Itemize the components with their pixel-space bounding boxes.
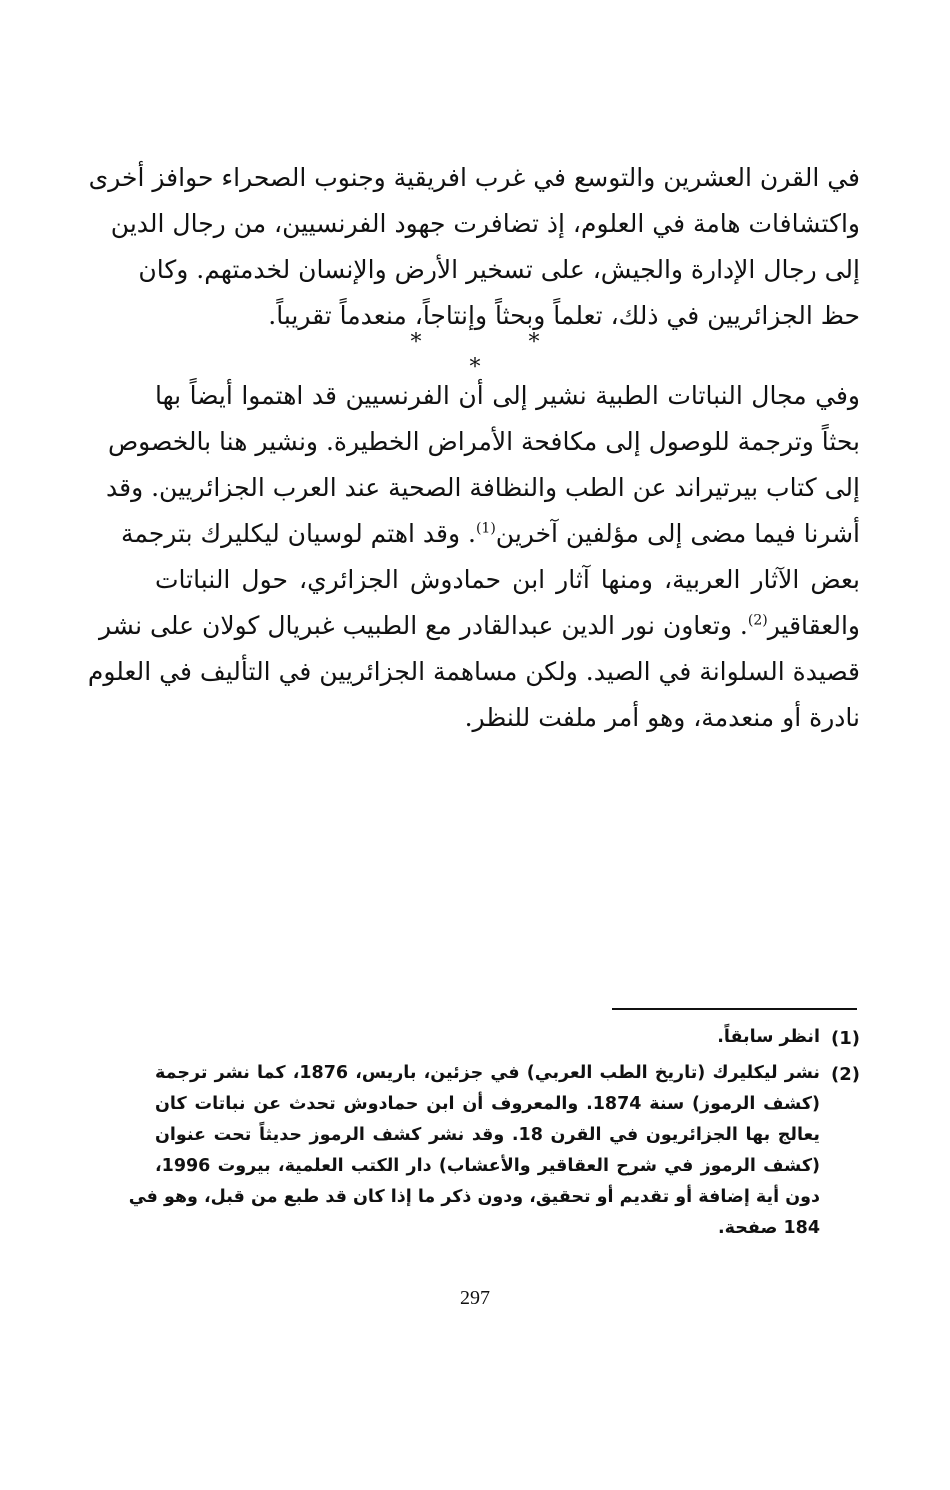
paragraph-line: واكتشافات هامة في العلوم، إذ تضافرت جهود الفرنسيين، من رجال الدين	[110, 209, 860, 238]
footnote-ref-2[interactable]: (2)	[747, 612, 768, 629]
footnote-line: 184 صفحة.	[717, 1218, 820, 1238]
paragraph-line: في القرن العشرين والتوسع في غرب افريقية وجنوب الصحراء حوافز أخرى	[88, 163, 860, 192]
paragraph-line: إلى كتاب بيرتيراند عن الطب والنظافة الصحية عند العرب الجزائريين. وقد	[106, 473, 860, 502]
footnote-ref-1[interactable]: (1)	[475, 520, 496, 537]
paragraph-line: وفي مجال النباتات الطبية نشير إلى أن الفرنسيين قد اهتموا أيضاً بها	[155, 381, 860, 410]
footnotes	[128, 1022, 860, 1244]
line-text: . وقد اهتم لوسيان ليكليرك بترجمة	[121, 519, 476, 548]
paragraph-2	[87, 373, 860, 741]
line-text: أشرنا فيما مضى إلى مؤلفين آخرين	[495, 519, 860, 548]
paragraph-line: بحثاً وترجمة للوصول إلى مكافحة الأمراض الخطيرة. ونشير هنا بالخصوص	[107, 427, 860, 456]
paragraph-line	[121, 511, 860, 557]
paragraph-1	[88, 155, 860, 339]
footnote-number: (1)	[831, 1028, 860, 1049]
paragraph-line: قصيدة السلوانة في الصيد. ولكن مساهمة الجزائريين في التأليف في العلوم	[87, 657, 860, 686]
section-separator: * * *	[410, 330, 590, 380]
page-number: 297	[460, 1287, 490, 1309]
footnote-divider	[612, 1008, 857, 1010]
paragraph-line	[99, 603, 860, 649]
paragraph-line: إلى رجال الإدارة والجيش، على تسخير الأرض والإنسان لخدمتهم. وكان	[138, 255, 860, 284]
footnote-1	[155, 1022, 860, 1053]
footnote-2	[128, 1058, 860, 1244]
line-text: . وتعاون نور الدين عبدالقادر مع الطبيب غبريال كولان على نشر	[99, 611, 748, 640]
footnote-line: (كشف الرموز في شرح العقاقير والأعشاب) دار الكتب العلمية، بيروت 1996،	[155, 1156, 820, 1176]
footnote-line: نشر ليكليرك (تاريخ الطب العربي) في جزئين، باريس، 1876، كما نشر ترجمة	[155, 1063, 820, 1083]
footnote-line: انظر سابقاً.	[717, 1027, 820, 1047]
footnote-number: (2)	[831, 1064, 860, 1085]
paragraph-line: نادرة أو منعدمة، وهو أمر ملفت للنظر.	[464, 703, 860, 732]
paragraph-line: حظ الجزائريين في ذلك، تعلماً وبحثاً وإنتاجاً، منعدماً تقريباً.	[268, 301, 860, 330]
footnote-line: دون أية إضافة أو تقديم أو تحقيق، ودون ذكر ما إذا كان قد طبع من قبل، وهو في	[128, 1187, 820, 1207]
line-text: والعقاقير	[767, 611, 860, 640]
paragraph-line: بعض الآثار العربية، ومنها آثار ابن حمادوش الجزائري، حول النباتات	[155, 565, 860, 594]
footnote-line: (كشف الرموز) سنة 1874. والمعروف أن ابن حمادوش تحدث عن نباتات كان	[155, 1094, 820, 1114]
footnote-line: يعالج بها الجزائريون في القرن 18. وقد نشر كشف الرموز حديثاً تحت عنوان	[155, 1125, 821, 1145]
